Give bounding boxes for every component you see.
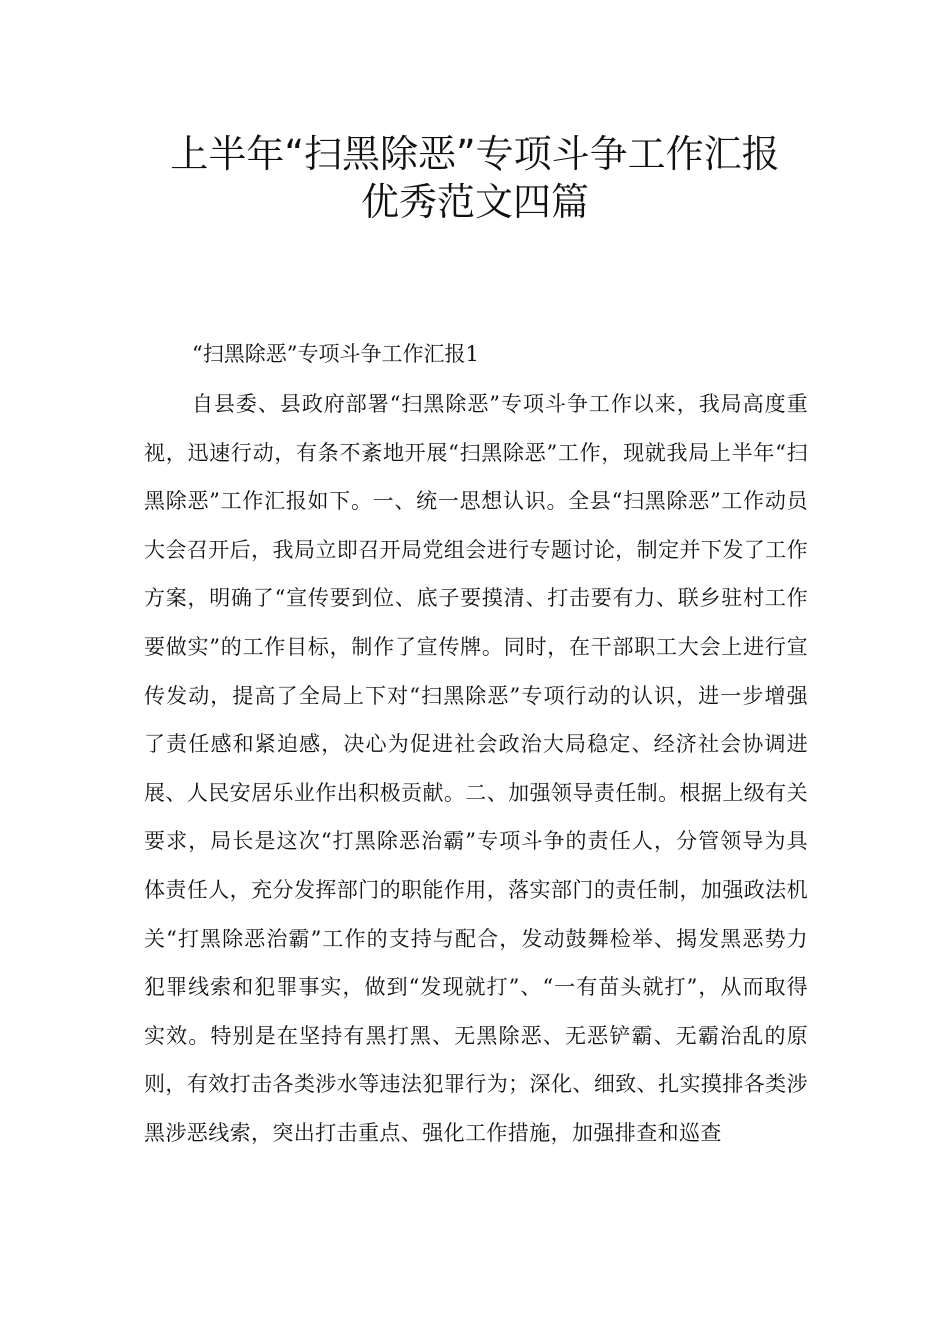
document-title-line-1: 上半年“扫黑除恶”专项斗争工作汇报: [170, 132, 780, 176]
document-title-line-2: 优秀范文四篇: [360, 180, 589, 224]
section-heading: “扫黑除恶”专项斗争工作汇报1: [192, 342, 479, 366]
body-paragraph: 自县委、县政府部署“扫黑除恶”专项斗争工作以来，我局高度重视，迅速行动，有条不紊地开展“扫黑除恶”工作，现就我局上半年“扫黑除恶”工作汇报如下。一、统一思想认识。全县“扫黑除恶”工作动员大会召开后，我局立即召开局党组会进行专题讨论，制定并下发了工作方案，明确了“宣传要到位、底子要摸清、打击要有力、联乡驻村工作要做实”的工作目标，制作了宣传牌。同时，在干部职工大会上进行宣传发动，提高了全局上下对“扫黑除恶”专项行动的认识，进一步增强了责任感和紧迫感，决心为促进社会政治大局稳定、经济社会协调进展、人民安居乐业作出积极贡献。二、加强领导责任制。根据上级有关要求，局长是这次“打黑除恶治霸”专项斗争的责任人，分管领导为具体责任人，充分发挥部门的职能作用，落实部门的责任制，加强政法机关“打黑除恶治霸”工作的支持与配合，发动鼓舞检举、揭发黑恶势力犯罪线索和犯罪事实，做到“发现就打”、“一有苗头就打”，从而取得实效。特别是在坚持有黑打黑、无黑除恶、无恶铲霸、无霸治乱的原则，有效打击各类涉水等违法犯罪行为；深化、细致、扎实摸排各类涉黑涉恶线索，突出打击重点、强化工作措施，加强排查和巡查: [144, 392, 808, 1145]
